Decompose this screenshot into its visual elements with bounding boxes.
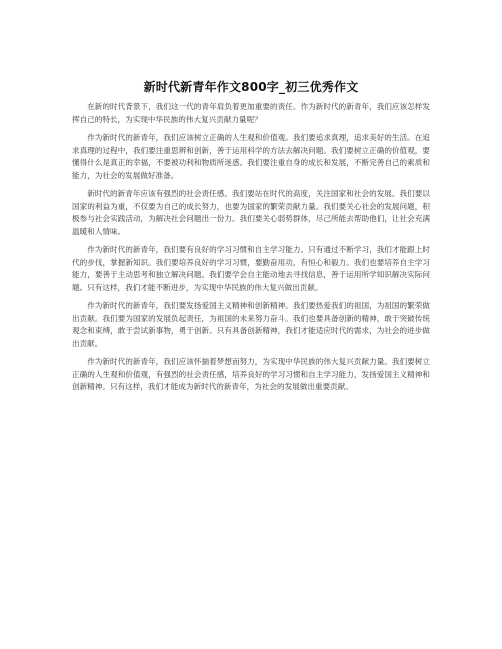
paragraph-2: 作为新时代的新青年，我们应该树立正确的人生观和价值观。我们要追求真理，追求美好的生活。在追求真理的过程中，我们要注重思辨和创新，善于运用科学的方法去解决问题。我们要树立正确的价值观，要懂得什么是真正的幸福，不要被功利和物质所迷惑。我们要注重自身的成长和发展，不断完善自己的素质和能力，为社会的发展做好准备。 xyxy=(72,133,430,180)
document-body xyxy=(72,101,430,400)
paragraph-3: 新时代的新青年应该有强烈的社会责任感。我们要站在时代的高度，关注国家和社会的发展。我们要以国家的利益为重，不仅要为自己的成长努力，也要为国家的繁荣贡献力量。我们要关心社会的发展问题，积极参与社会实践活动，为解决社会问题出一份力。我们要关心弱势群体，尽己所能去帮助他们，让社会充满温暖和人情味。 xyxy=(72,189,430,236)
document-title: 新时代新青年作文800字_初三优秀作文 xyxy=(143,80,359,94)
paragraph-6: 作为新时代的新青年，我们应该怀揣着梦想而努力，为实现中华民族的伟大复兴贡献力量。我们要树立正确的人生观和价值观，有强烈的社会责任感，培养良好的学习习惯和自主学习能力，发扬爱国主义精神和创新精神。只有这样，我们才能成为新时代的新青年，为社会的发展做出重要贡献。 xyxy=(72,357,430,391)
paragraph-1: 在新的时代背景下，我们这一代的青年肩负着更加重要的责任。作为新时代的新青年，我们应该怎样发挥自己的特长，为实现中华民族的伟大复兴贡献力量呢？ xyxy=(72,102,430,124)
paragraph-4: 作为新时代的新青年，我们要有良好的学习习惯和自主学习能力。只有通过不断学习，我们才能跟上时代的步伐，掌握新知识。我们要培养良好的学习习惯，要勤奋用功，有恒心和毅力。我们也要培养自主学习能力，要善于主动思考和独立解决问题。我们要学会自主能动地去寻找信息，善于运用所学知识解决实际问题。只有这样，我们才能不断进步，为实现中华民族的伟大复兴做出贡献。 xyxy=(72,245,430,292)
paragraph-5: 作为新时代的新青年，我们要发扬爱国主义精神和创新精神。我们要热爱我们的祖国，为祖国的繁荣做出贡献。我们要为国家的发展负起责任，为祖国的未来努力奋斗。我们也要具备创新的精神，敢于突破传统观念和束缚，敢于尝试新事物，勇于创新。只有具备创新精神，我们才能适应时代的需求，为社会的进步做出贡献。 xyxy=(72,301,430,348)
